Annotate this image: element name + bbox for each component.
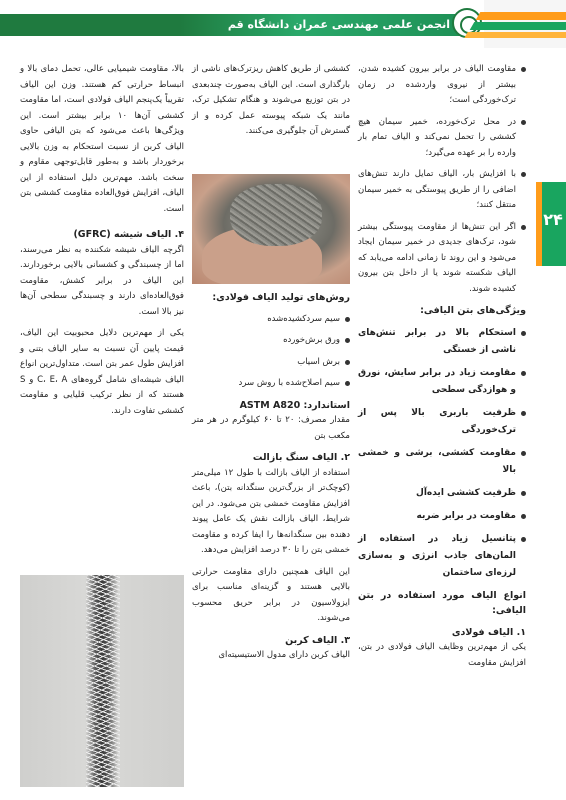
basalt-text-2: این الیاف همچنین دارای مقاومت حرارتی بالایی هستند و گزینه‌ای مناسب برای ایزولاسیون در برابر حریق محسوب می‌شوند.: [192, 566, 350, 623]
header-stripe-orange: [476, 12, 566, 20]
features-heading: ویژگی‌های بتن الیافی:: [420, 305, 526, 316]
page-number: ۲۴: [543, 210, 563, 229]
middle-column-lower: [192, 290, 350, 670]
header-title: انجمن علمی مهندسی عمران دانشگاه قم: [227, 18, 450, 31]
left-column: [20, 62, 184, 425]
header-stripe-green: [470, 22, 566, 30]
feature-item-6: مقاومت در برابر ضربه: [358, 508, 526, 525]
basalt-text: استفاده از الیاف بازالت با طول ۱۲ میلی‌متر (کوچک‌تر از بزرگ‌ترین سنگدانه بتن)، باعث افزایش مقاومت خمشی بتن می‌شود. در این شرایط، الیاف بازالت نقش یک عامل پیوند دهنده بین سنگدانه‌ها را ایفا کرده و مقاومت خمشی بتن را تا ۳۰ درصد افزایش می‌دهد.: [192, 467, 351, 555]
header-bar: [0, 0, 566, 48]
production-item-1: سیم سردکشیده‌شده: [192, 312, 350, 328]
fiber-types-heading: انواع الیاف مورد استفاده در بتن الیافی:: [358, 589, 526, 616]
feature-item-4: مقاومت کششی، برشی و خمشی بالا: [358, 445, 526, 479]
page-number-tab: [536, 182, 566, 266]
right-bullet-1: مقاومت الیاف در برابر بیرون کشیده شدن، بیشتر از نیروی واردشده در زمان ترک‌خوردگی است؛: [358, 62, 526, 109]
left-intro-text: بالا، مقاومت شیمیایی عالی، تحمل دمای بالا و انبساط حرارتی کم هستند. وزن این الیاف تقریباً یک‌پنجم الیاف فولادی است، اما مقاومت کششی آن‌ها ۱۰ برابر بیشتر است. این ویژگی‌ها باعث می‌شود که بتن الیافی حاوی الیاف کربن از نسبت استحکام به وزن بالایی برخوردار باشد و به‌طور قابل‌توجهی مقاوم و سخت باشد. مهم‌ترین دلیل استفاده از این الیاف، افزایش فوق‌العاده مقاومت کششی بتن است.: [20, 64, 184, 214]
steel-fiber-heading: ۱. الیاف فولادی: [451, 626, 526, 638]
middle-column: [192, 62, 350, 146]
carbon-heading: ۳. الیاف کربن: [285, 634, 350, 646]
production-item-3: برش اسیاب: [192, 355, 350, 371]
feature-item-3: ظرفیت باربری بالا پس از ترک‌خوردگی: [358, 405, 526, 439]
production-heading: روش‌های تولید الیاف فولادی:: [212, 292, 350, 303]
basalt-heading: ۲. الیاف سنگ بازالت: [252, 452, 350, 463]
feature-item-1: استحکام بالا در برابر تنش‌های ناشی از خستگی: [358, 325, 526, 359]
usage-text: مقدار مصرف: ۲۰ تا ۶۰ کیلوگرم در هر متر مکعب بتن: [192, 415, 350, 441]
production-item-4: سیم اصلاح‌شده با روش سرد: [192, 376, 350, 392]
glass-heading: ۴. الیاف شیشه (GFRC): [73, 229, 184, 240]
production-item-2: ورق برش‌خورده: [192, 333, 350, 349]
photo-concrete-mass: [230, 184, 322, 246]
glass-fiber-crack-photo: [20, 575, 184, 787]
right-column: [358, 62, 526, 677]
fiber-concrete-hand-photo: [192, 174, 350, 284]
middle-intro-text: کششی از طریق کاهش ریزترک‌های ناشی از بارگذاری است. این الیاف به‌صورت چندبعدی در بتن توزیع می‌شوند و هنگام تشکیل ترک، مانند یک شبکه پیوسته عمل کرده و از گسترش آن جلوگیری می‌کنند.: [192, 64, 350, 136]
steel-fiber-text: یکی از مهم‌ترین وظایف الیاف فولادی در بتن، افزایش مقاومت: [358, 642, 526, 668]
feature-item-5: ظرفیت کششی ایده‌آل: [358, 485, 526, 502]
glass-text-2: یکی از مهم‌ترین دلایل محبوبیت این الیاف، قیمت پایین آن نسبت به سایر الیاف بتنی و افزایش طول عمر بتن است. متداول‌ترین انواع الیاف شیشه‌ای شامل گروه‌های C، E، A و S هستند که از نظر ترکیب قلیایی و مقاومت کششی تفاوت دارند.: [20, 328, 184, 416]
carbon-text: الیاف کربن دارای مدول الاستیسیته‌ای: [218, 650, 350, 660]
glass-text: اگرچه الیاف شیشه شکننده به نظر می‌رسند، اما از چسبندگی و کشسانی بالایی برخوردارند. این الیاف در برابر کشش، مقاومت فوق‌العاده‌ای دارند و چسبندگی سطحی آن‌ها نیز بالا است.: [20, 244, 184, 317]
feature-item-2: مقاومت زیاد در برابر سایش، نورق و هوازدگی سطحی: [358, 365, 526, 399]
right-bullet-4: اگر این تنش‌ها از مقاومت پیوستگی بیشتر شود، ترک‌های جدیدی در خمیر سیمان ایجاد می‌شود و این روند تا زمانی ادامه می‌یابد که الیاف شکسته شوند یا از داخل بتن بیرون کشیده شوند.: [358, 220, 526, 298]
header-stripe-yellow: [464, 32, 566, 38]
feature-item-7: پتانسیل زیاد در استفاده از المان‌های جاذب انرژی و به‌سازی لرزه‌ای ساختمان: [358, 531, 526, 582]
standard-text: استاندارد: ASTM A820: [239, 399, 350, 411]
right-bullet-3: با افزایش بار، الیاف تمایل دارند تنش‌های اضافی را از طریق پیوستگی به خمیر سیمان منتقل کنند؛: [358, 167, 526, 214]
photo-fibers: [86, 575, 120, 787]
right-bullet-2: در محل ترک‌خورده، خمیر سیمان هیچ کششی را تحمل نمی‌کند و الیاف تمام بار وارده را بر عهده می‌گیرد؛: [358, 115, 526, 162]
